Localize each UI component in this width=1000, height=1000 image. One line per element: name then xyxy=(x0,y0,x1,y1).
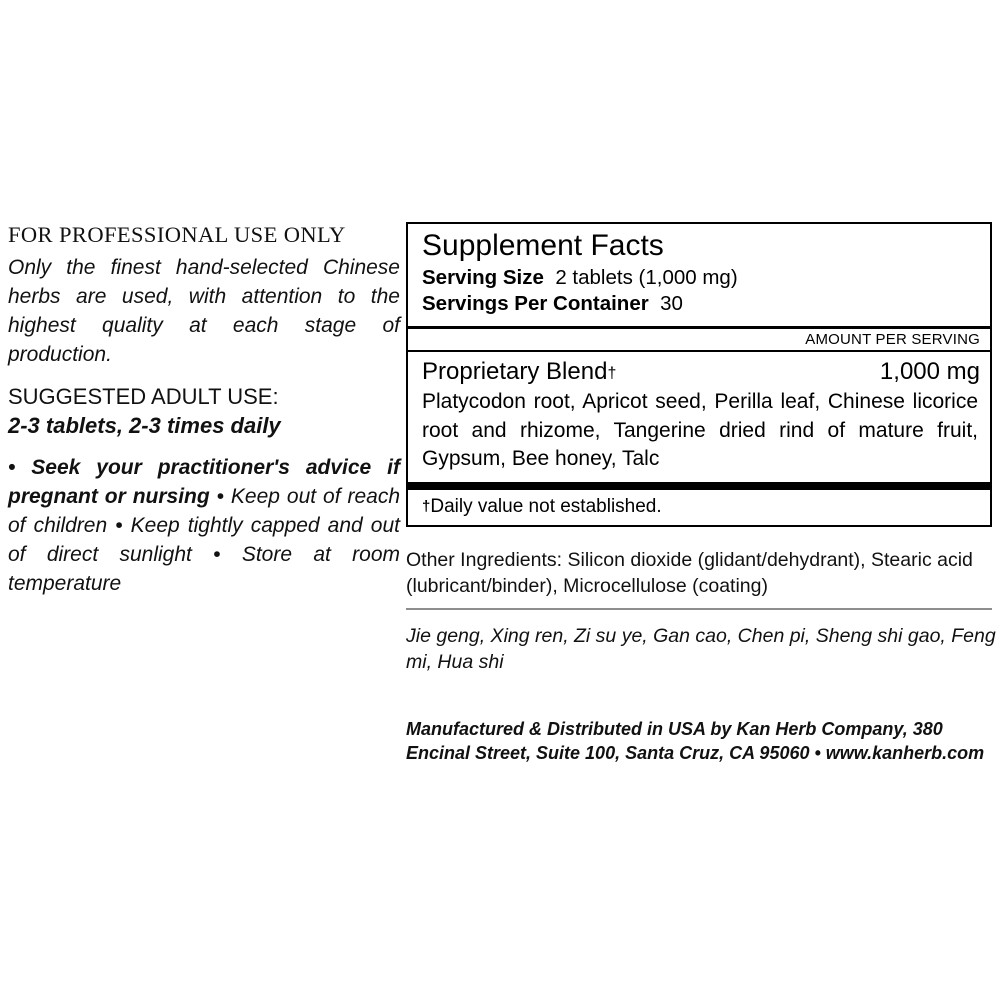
dagger-symbol-blend: † xyxy=(607,365,617,383)
proprietary-blend-amount: 1,000 mg xyxy=(879,358,980,386)
daily-value-note xyxy=(408,490,990,525)
professional-use-heading: FOR PROFESSIONAL USE ONLY xyxy=(8,222,346,247)
supplement-facts-header xyxy=(408,224,990,326)
proprietary-blend-name-text: Proprietary Blend xyxy=(422,358,608,386)
quality-statement: Only the finest hand-selected Chinese herbs are used, with attention to the highest quality at each stage of production. xyxy=(8,256,400,366)
proprietary-blend-ingredients: Platycodon root, Apricot seed, Perilla leaf, Chinese licorice root and rhizome, Tangerine dried rind of mature fruit, Gypsum, Bee honey, Talc xyxy=(422,390,978,471)
serving-size-value: 2 tablets (1,000 mg) xyxy=(555,265,738,289)
warnings-bold-part: • Seek your practitioner's advice if pregnant or nursing xyxy=(8,455,400,508)
warnings-rest-part: • Keep out of reach of children • Keep tightly capped and out of direct sunlight • Store at room temperature xyxy=(8,484,401,595)
daily-value-note-text: Daily value not established. xyxy=(430,495,662,517)
servings-per-container-label: Servings Per Container xyxy=(422,292,649,316)
suggested-use-dose: 2-3 tablets, 2-3 times daily xyxy=(8,413,281,439)
dagger-symbol-note: † xyxy=(422,497,431,515)
proprietary-blend-name xyxy=(422,358,616,386)
supplement-facts-panel xyxy=(406,222,992,527)
other-ingredients: Other Ingredients: Silicon dioxide (glidant/dehydrant), Stearic acid (lubricant/binder), Microcellulose (coating) xyxy=(406,549,973,597)
servings-per-container-row xyxy=(422,291,980,318)
divider-thick xyxy=(408,482,990,490)
divider-grey xyxy=(406,608,992,610)
suggested-use-heading: SUGGESTED ADULT USE: xyxy=(8,383,279,409)
amount-per-serving-label: AMOUNT PER SERVING xyxy=(805,331,980,349)
serving-size-row xyxy=(422,265,980,292)
serving-size-label: Serving Size xyxy=(422,265,544,289)
left-information-column xyxy=(8,222,400,599)
manufacturer-info: Manufactured & Distributed in USA by Kan Herb Company, 380 Encinal Street, Suite 100, Santa Cruz, CA 95060 • www.kanherb.com xyxy=(406,719,985,763)
pinyin-ingredient-names: Jie geng, Xing ren, Zi su ye, Gan cao, Chen pi, Sheng shi gao, Feng mi, Hua shi xyxy=(406,625,996,673)
proprietary-blend-row xyxy=(408,352,990,386)
supplement-facts-title: Supplement Facts xyxy=(422,229,664,262)
servings-per-container-value: 30 xyxy=(660,292,683,316)
warnings-text xyxy=(8,454,400,599)
